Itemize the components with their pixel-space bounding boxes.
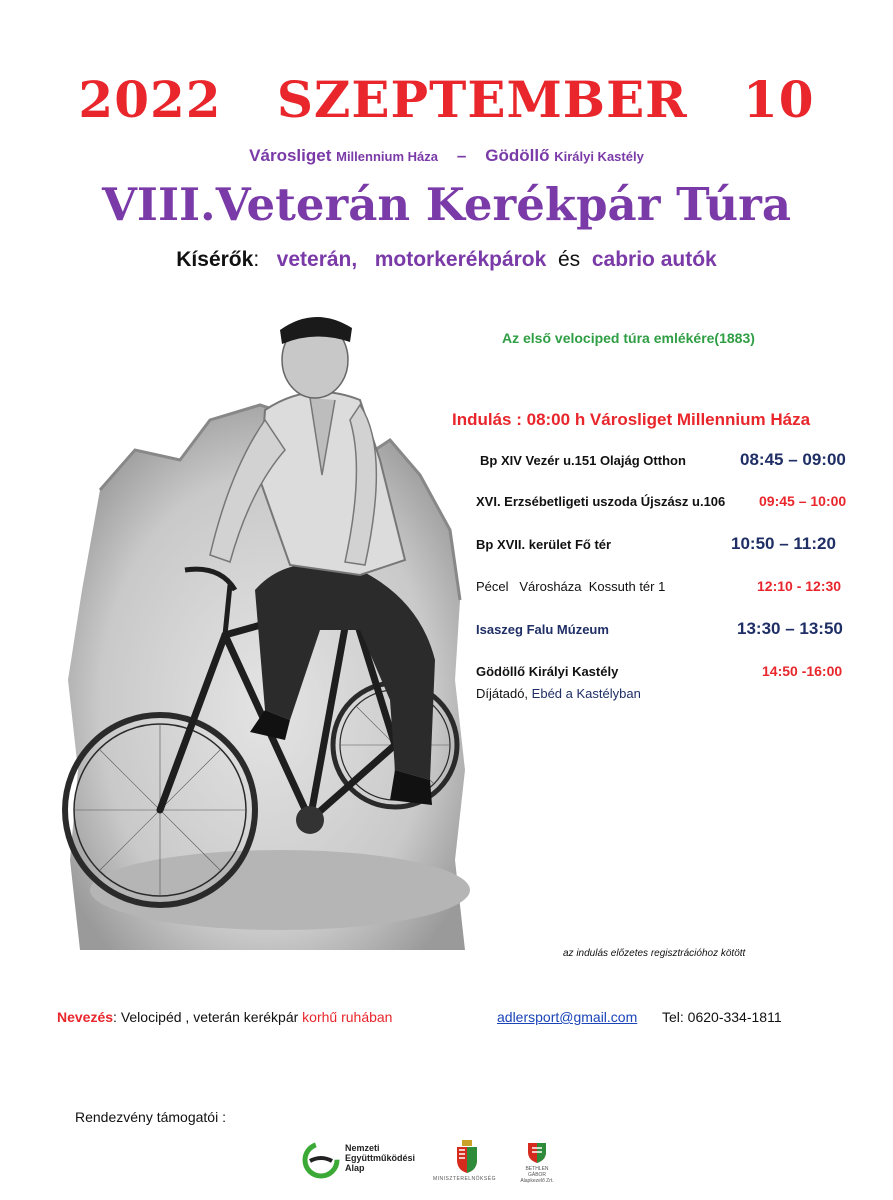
entry-line: Nevezés: Velocipéd , veterán kerékpár korhű ruhában — [57, 1009, 393, 1025]
stop-time: 12:10 - 12:30 — [757, 578, 842, 594]
email-link[interactable]: adlersport@gmail.com — [497, 1009, 638, 1025]
route-start: Városliget — [249, 146, 332, 165]
ministry-text: MINISZTERELNÖKSÉG — [433, 1176, 496, 1182]
escort-motorcycles: motorkerékpárok — [374, 248, 547, 271]
dress-code: korhű ruhában — [302, 1009, 393, 1025]
award-ceremony: Díjátadó, — [476, 686, 529, 701]
stop-time: 10:50 – 11:20 — [731, 534, 836, 553]
event-date — [0, 70, 893, 129]
entry-text: Velocipéd , veterán kerékpár — [120, 1009, 299, 1025]
memorial-text: Az első velociped túra emlékére(1883) — [502, 330, 755, 346]
bethlen-gabor-logo-icon — [526, 1140, 548, 1164]
route-separator: – — [456, 146, 467, 165]
registration-note: az indulás előzetes regisztrációhoz kötött — [563, 948, 746, 959]
route-line — [0, 146, 893, 166]
escort-cabrio: cabrio autók — [591, 248, 717, 271]
coat-of-arms-icon — [454, 1140, 480, 1174]
event-title: VIII.Veterán Kerékpár Túra — [101, 178, 792, 231]
route-end-detail: Királyi Kastély — [554, 149, 644, 164]
stop-time: 14:50 -16:00 — [762, 663, 843, 679]
nea-logo-text: Nemzeti Együttműködési Alap — [345, 1143, 416, 1173]
route-end: Gödöllő — [485, 146, 550, 165]
date-month: SZEPTEMBER — [276, 70, 688, 129]
sponsors-label: Rendezvény támogatói : — [75, 1109, 226, 1125]
stop-name: Gödöllő Királyi Kastély — [476, 664, 619, 679]
stop-name: Pécel Városháza Kossuth tér 1 — [476, 579, 666, 594]
stop-name: Bp XIV Vezér u.151 Olajág Otthon — [480, 453, 686, 468]
lunch-note: Ebéd a Kastélyban — [531, 686, 641, 701]
escorts-line: Kísérők: veterán, motorkerékpárok és cabrio autók — [176, 248, 717, 271]
stop-time: 08:45 – 09:00 — [740, 450, 846, 469]
departure-info: Indulás : 08:00 h Városliget Millennium Háza — [452, 410, 811, 429]
stop-time: 13:30 – 13:50 — [737, 619, 843, 638]
escort-and: és — [557, 248, 581, 271]
entry-label: Nevezés — [57, 1009, 114, 1025]
final-stop-note — [476, 686, 641, 701]
escort-veteran: veterán, — [276, 248, 358, 271]
phone-number: Tel: 0620-334-1811 — [662, 1009, 782, 1025]
stop-time: 09:45 – 10:00 — [759, 493, 847, 509]
stop-name: XVI. Erzsébetligeti uszoda Újszász u.106 — [476, 494, 726, 509]
nea-logo-icon — [302, 1141, 340, 1179]
stop-name: Isaszeg Falu Múzeum — [476, 622, 609, 637]
stop-name: Bp XVII. kerület Fő tér — [476, 537, 612, 552]
escorts-label: Kísérők — [176, 248, 254, 271]
vintage-cyclist-image — [60, 300, 490, 960]
route-start-detail: Millennium Háza — [336, 149, 438, 164]
date-year: 2022 — [78, 70, 222, 129]
date-day: 10 — [742, 70, 815, 129]
bethlen-gabor-text: BETHLEN GÁBOR Alapkezelő Zrt. — [520, 1166, 554, 1184]
